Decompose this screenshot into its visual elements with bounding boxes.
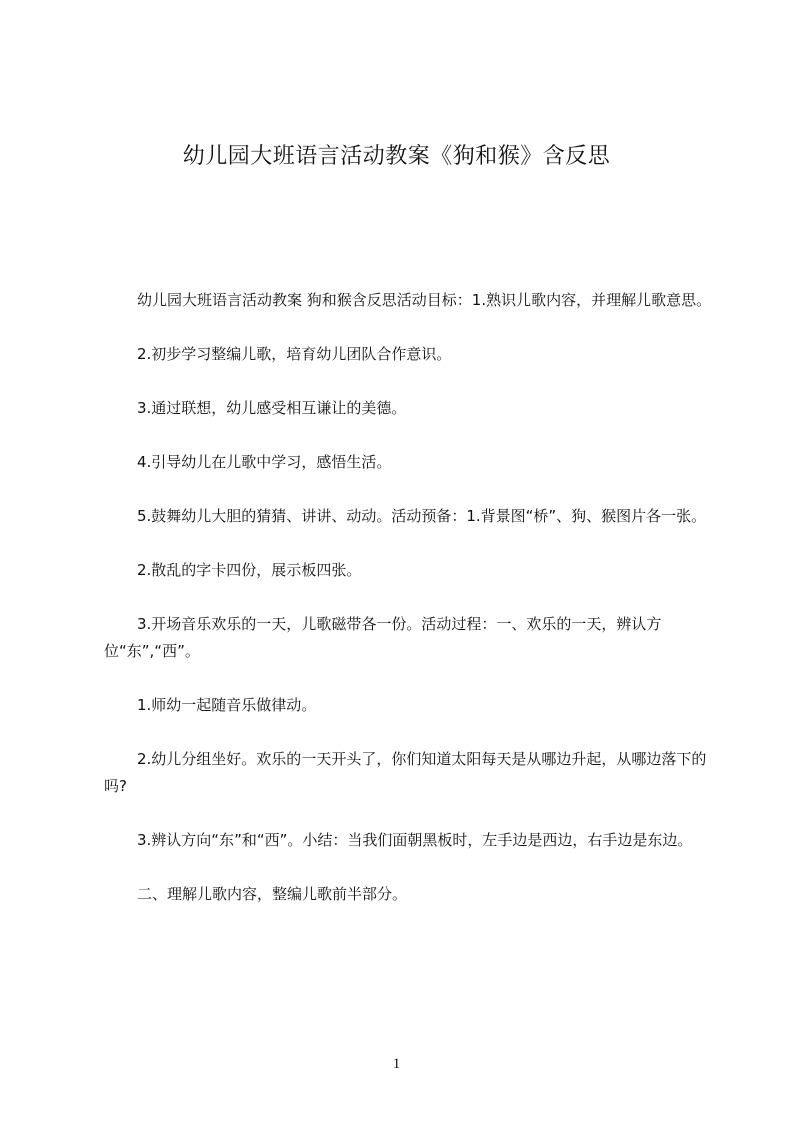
paragraph-7: 3.开场音乐欢乐的一天，儿歌磁带各一份。活动过程：一、欢乐的一天，辨认方位“东”,“西”。 bbox=[104, 615, 662, 660]
paragraph-2: 2.初步学习整编儿歌，培育幼儿团队合作意识。 bbox=[137, 345, 452, 363]
paragraph-8: 1.师幼一起随音乐做律动。 bbox=[137, 696, 317, 714]
page-number: 1 bbox=[392, 1056, 401, 1072]
paragraph-10: 3.辨认方向“东”和“西”。小结：当我们面朝黑板时，左手边是西边，右手边是东边。 bbox=[137, 831, 693, 849]
paragraph-1: 幼儿园大班语言活动教案 狗和猴含反思活动目标：1.熟识儿歌内容，并理解儿歌意思。 bbox=[137, 291, 712, 309]
paragraph-5: 5.鼓舞幼儿大胆的猜猜、讲讲、动动。活动预备：1.背景图“桥”、狗、猴图片各一张。 bbox=[137, 507, 707, 525]
document-title: 幼儿园大班语言活动教案《狗和猴》含反思 bbox=[182, 144, 611, 169]
paragraph-3: 3.通过联想，幼儿感受相互谦让的美德。 bbox=[137, 399, 407, 417]
paragraph-9: 2.幼儿分组坐好。欢乐的一天开头了，你们知道太阳每天是从哪边升起，从哪边落下的吗? bbox=[104, 750, 707, 795]
paragraph-11: 二、理解儿歌内容，整编儿歌前半部分。 bbox=[137, 885, 408, 903]
paragraph-4: 4.引导幼儿在儿歌中学习，感悟生活。 bbox=[137, 453, 392, 471]
document-body bbox=[104, 287, 712, 935]
paragraph-6: 2.散乱的字卡四份，展示板四张。 bbox=[137, 561, 362, 579]
